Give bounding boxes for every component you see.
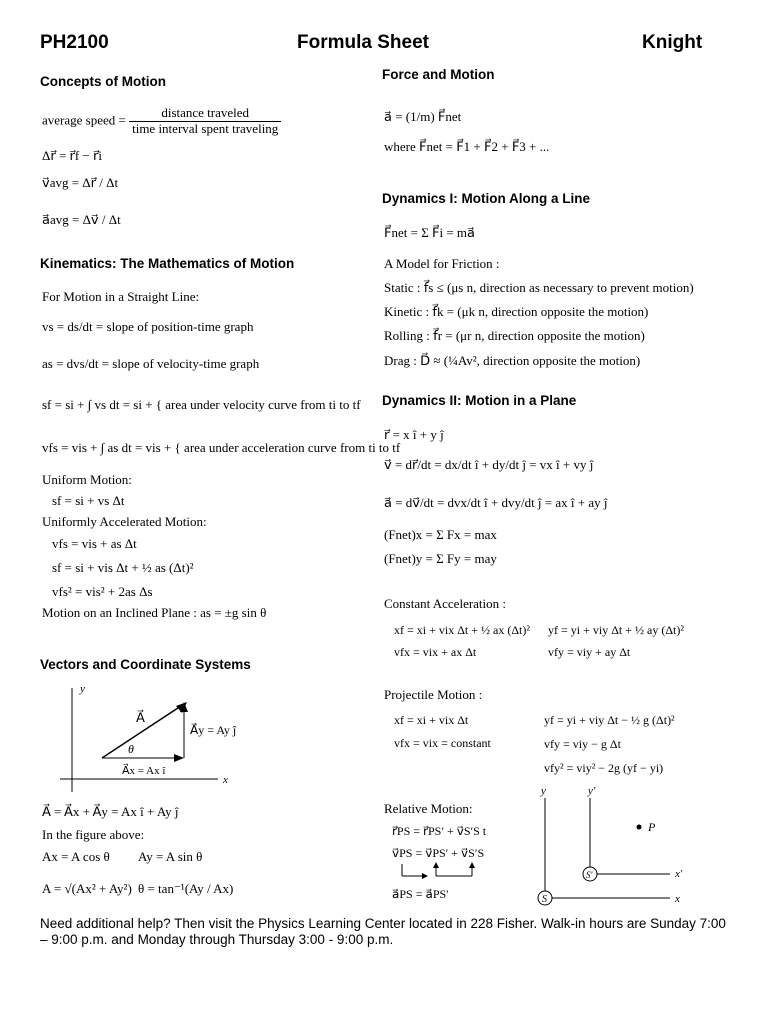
fig-ay-label: A⃗y = Ay ĵ [190,723,237,737]
point-p-dot [637,825,642,830]
incline-formula: Motion on an Inclined Plane : as = ±g sin θ [42,605,267,620]
frame-s-y-label: y [541,785,546,797]
fig-theta-label: θ [128,742,134,756]
vector-ax-arrowhead [174,754,184,762]
const-acc-vx: vfx = vix + ax Δt [394,645,477,659]
proj-vx: vfx = vix = constant [394,736,491,750]
rel-arrow-left-head [422,873,428,879]
magnitude-formula: A = √(Ax² + Ay²) [42,881,132,896]
ax-formula: Ax = A cos θ [42,849,110,864]
frame-s-x-label: x [675,893,680,905]
const-acc-y: yf = yi + viy Δt + ½ ay (Δt)² [548,623,684,637]
point-p-label: P [648,820,656,834]
frame-sp-y-label: y′ [588,785,596,797]
aavg-formula: a⃗avg = Δv⃗ / Δt [42,212,121,227]
avg-speed-den: time interval spent traveling [132,120,279,136]
displacement-formula: Δr⃗ = r⃗f − r⃗i [42,148,102,163]
proj-vy2: vfy² = viy² − 2g (yf − yi) [544,761,664,775]
as-formula: as = dvs/dt = slope of velocity-time graph [42,356,260,371]
heading-vectors: Vectors and Coordinate Systems [40,657,251,672]
projectile-label: Projectile Motion : [384,687,483,702]
position-vector: r⃗ = x î + y ĵ [384,427,444,442]
heading-force: Force and Motion [382,67,495,82]
rel-acceleration: a⃗PS = a⃗PS′ [392,887,449,901]
rel-bracket-right-head [469,862,475,868]
fig-a-label: A⃗ [136,710,145,725]
uam-label: Uniformly Accelerated Motion: [42,514,207,529]
frame-sp-x-label: x′ [675,868,683,880]
fnet-x: (Fnet)x = Σ Fx = max [384,527,497,542]
avg-speed-num: distance traveled [129,106,281,122]
fnet-sum: where F⃗net = F⃗1 + F⃗2 + F⃗3 + ... [384,139,550,154]
relative-frames-diagram [530,782,705,910]
vector-sum-formula: A⃗ = A⃗x + A⃗y = Ax î + Ay ĵ [42,804,179,819]
vs-formula: vs = ds/dt = slope of position-time graph [42,319,254,334]
fnet-formula: F⃗net = Σ F⃗i = ma⃗ [384,225,476,240]
uniform-motion-eq: sf = si + vs Δt [52,493,125,508]
page-title: Formula Sheet [297,32,429,53]
rel-velocity: v⃗PS = v⃗PS′ + v⃗S′S [392,846,485,860]
heading-dynamics-2: Dynamics II: Motion in a Plane [382,393,577,408]
velocity-vector: v⃗ = dr⃗/dt = dx/dt î + dy/dt ĵ = vx î + vy ĵ [384,457,594,472]
friction-model-label: A Model for Friction : [384,256,500,271]
author-name: Knight [642,32,703,53]
origin-s-prime-label: S′ [586,870,593,880]
static-friction: Static : f⃗s ≤ (μs n, direction as necessary to prevent motion) [384,280,694,295]
footer-note: Need additional help? Then visit the Physics Learning Center located in 228 Fisher. Walk-in hours are Sunday 7:00 – 9:00 p.m. and Monday through Thursday 3:00 - 9:00 p.m. [40,916,726,948]
course-code: PH2100 [40,32,109,53]
sf-formula: sf = si + ∫ vs dt = si + { area under velocity curve from ti to tf [42,397,361,412]
avg-speed-formula [42,106,281,137]
vector-diagram [60,682,260,797]
rel-position: r⃗PS = r⃗PS′ + v⃗S′S t [392,824,487,838]
fig-x-label: x [223,774,228,786]
in-figure-label: In the figure above: [42,827,145,842]
avg-speed-fraction [129,106,281,137]
proj-y: yf = yi + viy Δt − ½ g (Δt)² [544,713,675,727]
uam-eq3: vfs² = vis² + 2as Δs [52,584,153,599]
angle-formula: θ = tan⁻¹(Ay / Ax) [138,881,234,896]
proj-vy: vfy = viy − g Δt [544,737,621,751]
const-acc-x: xf = xi + vix Δt + ½ ax (Δt)² [394,623,530,637]
fig-y-label: y [80,683,85,695]
const-acc-label: Constant Acceleration : [384,596,507,611]
fig-ax-label: A⃗x = Ax î [122,765,166,777]
heading-concepts: Concepts of Motion [40,74,166,89]
vfs-formula: vfs = vis + ∫ as dt = vis + { area under acceleration curve from ti to tf [42,440,401,455]
origin-s-label: S [542,894,547,905]
drag-force: Drag : D⃗ ≈ (¼Av², direction opposite the motion) [384,353,641,368]
heading-dynamics-1: Dynamics I: Motion Along a Line [382,191,591,206]
uniform-motion-label: Uniform Motion: [42,472,132,487]
straight-line-label: For Motion in a Straight Line: [42,289,200,304]
rel-arrows [398,862,488,884]
vavg-formula: v⃗avg = Δr⃗ / Δt [42,175,119,190]
uam-eq1: vfs = vis + as Δt [52,536,137,551]
relative-motion-label: Relative Motion: [384,801,473,816]
rolling-friction: Rolling : f⃗r = (μr n, direction opposite the motion) [384,328,645,343]
ay-formula: Ay = A sin θ [138,849,203,864]
acceleration-vector: a⃗ = dv⃗/dt = dvx/dt î + dvy/dt ĵ = ax î + ay ĵ [384,495,608,510]
fnet-y: (Fnet)y = Σ Fy = may [384,551,497,566]
const-acc-vy: vfy = viy + ay Δt [548,645,631,659]
uam-eq2: sf = si + vis Δt + ½ as (Δt)² [52,560,194,575]
newton-second-law: a⃗ = (1/m) F⃗net [384,109,462,124]
rel-bracket-left-head [433,862,439,868]
proj-x: xf = xi + vix Δt [394,713,469,727]
heading-kinematics: Kinematics: The Mathematics of Motion [40,256,295,271]
avg-speed-lhs: average speed = [42,112,126,128]
kinetic-friction: Kinetic : f⃗k = (μk n, direction opposite the motion) [384,304,649,319]
